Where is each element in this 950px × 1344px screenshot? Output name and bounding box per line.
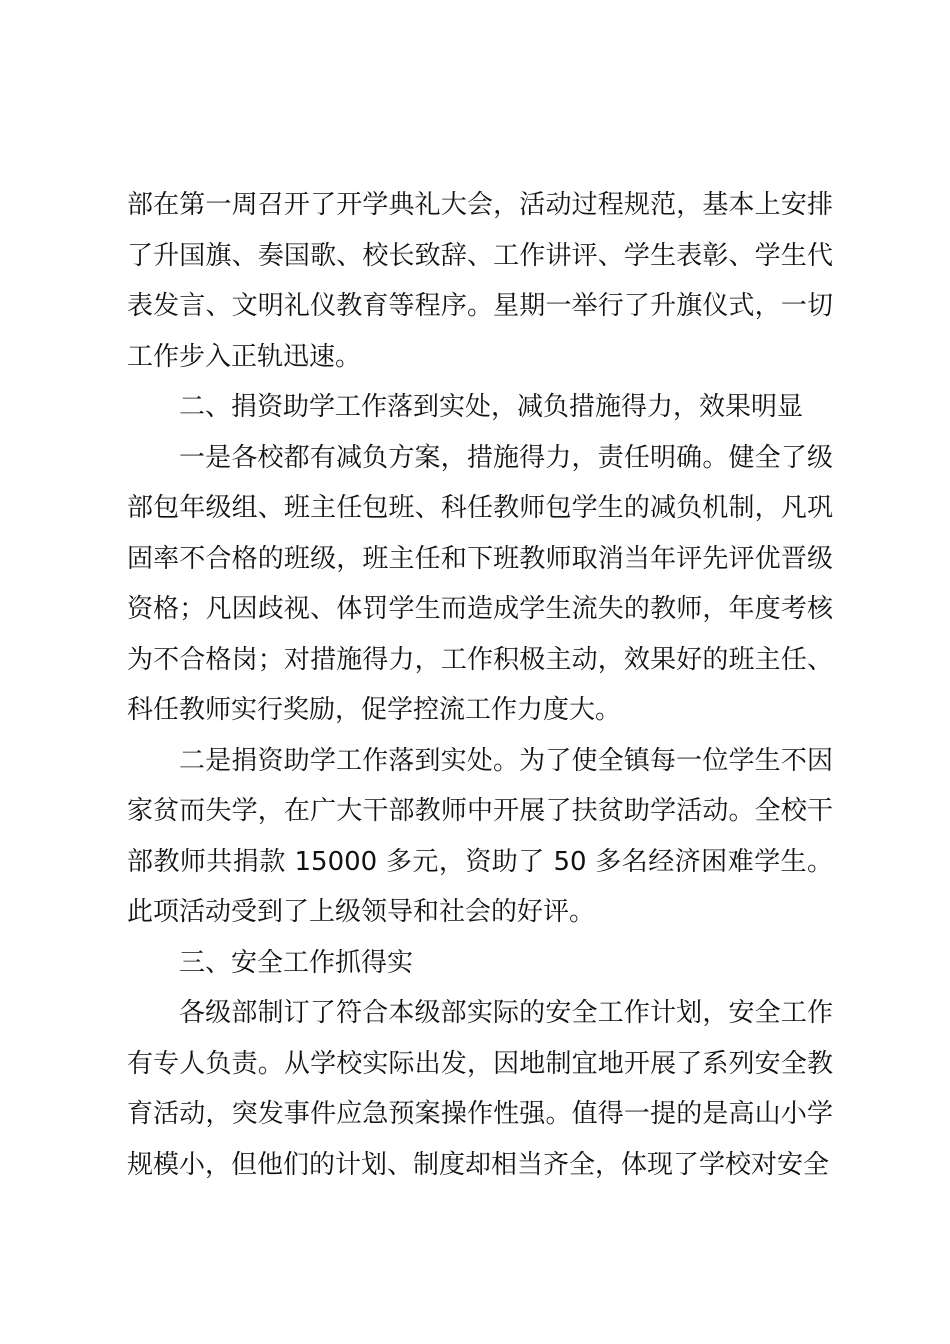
paragraph-donation: 二是捐资助学工作落到实处。为了使全镇每一位学生不因家贫而失学，在广大干部教师中开展了扶贫助学活动。全校干部教师共捐款 15000 多元，资助了 50 多名经济困难学生。此项活动受到了上级领导和社会的好评。 [127,745,833,927]
section-heading-two: 二、捐资助学工作落到实处，减负措施得力，效果明显 [179,392,804,422]
paragraph-burden-reduction: 一是各校都有减负方案，措施得力，责任明确。健全了级部包年级组、班主任包班、科任教师包学生的减负机制，凡巩固率不合格的班级，班主任和下班教师取消当年评先评优晋级资格；凡因歧视、体罚学生而造成学生流失的教师，年度考核为不合格岗；对措施得力，工作积极主动，效果好的班主任、科任教师实行奖励，促学控流工作力度大。 [127,442,833,725]
paragraph-safety: 各级部制订了符合本级部实际的安全工作计划，安全工作有专人负责。从学校实际出发，因地制宜地开展了系列安全教育活动，突发事件应急预案操作性强。值得一提的是高山小学规模小，但他们的计划、制度却相当齐全，体现了学校对安全 [127,998,833,1180]
section-heading-three: 三、安全工作抓得实 [179,947,414,978]
paragraph-continuation: 部在第一周召开了开学典礼大会，活动过程规范，基本上安排了升国旗、奏国歌、校长致辞、工作讲评、学生表彰、学生代表发言、文明礼仪教育等程序。星期一举行了升旗仪式，一切工作步入正轨迅速。 [127,190,833,372]
document-body [127,180,833,1190]
